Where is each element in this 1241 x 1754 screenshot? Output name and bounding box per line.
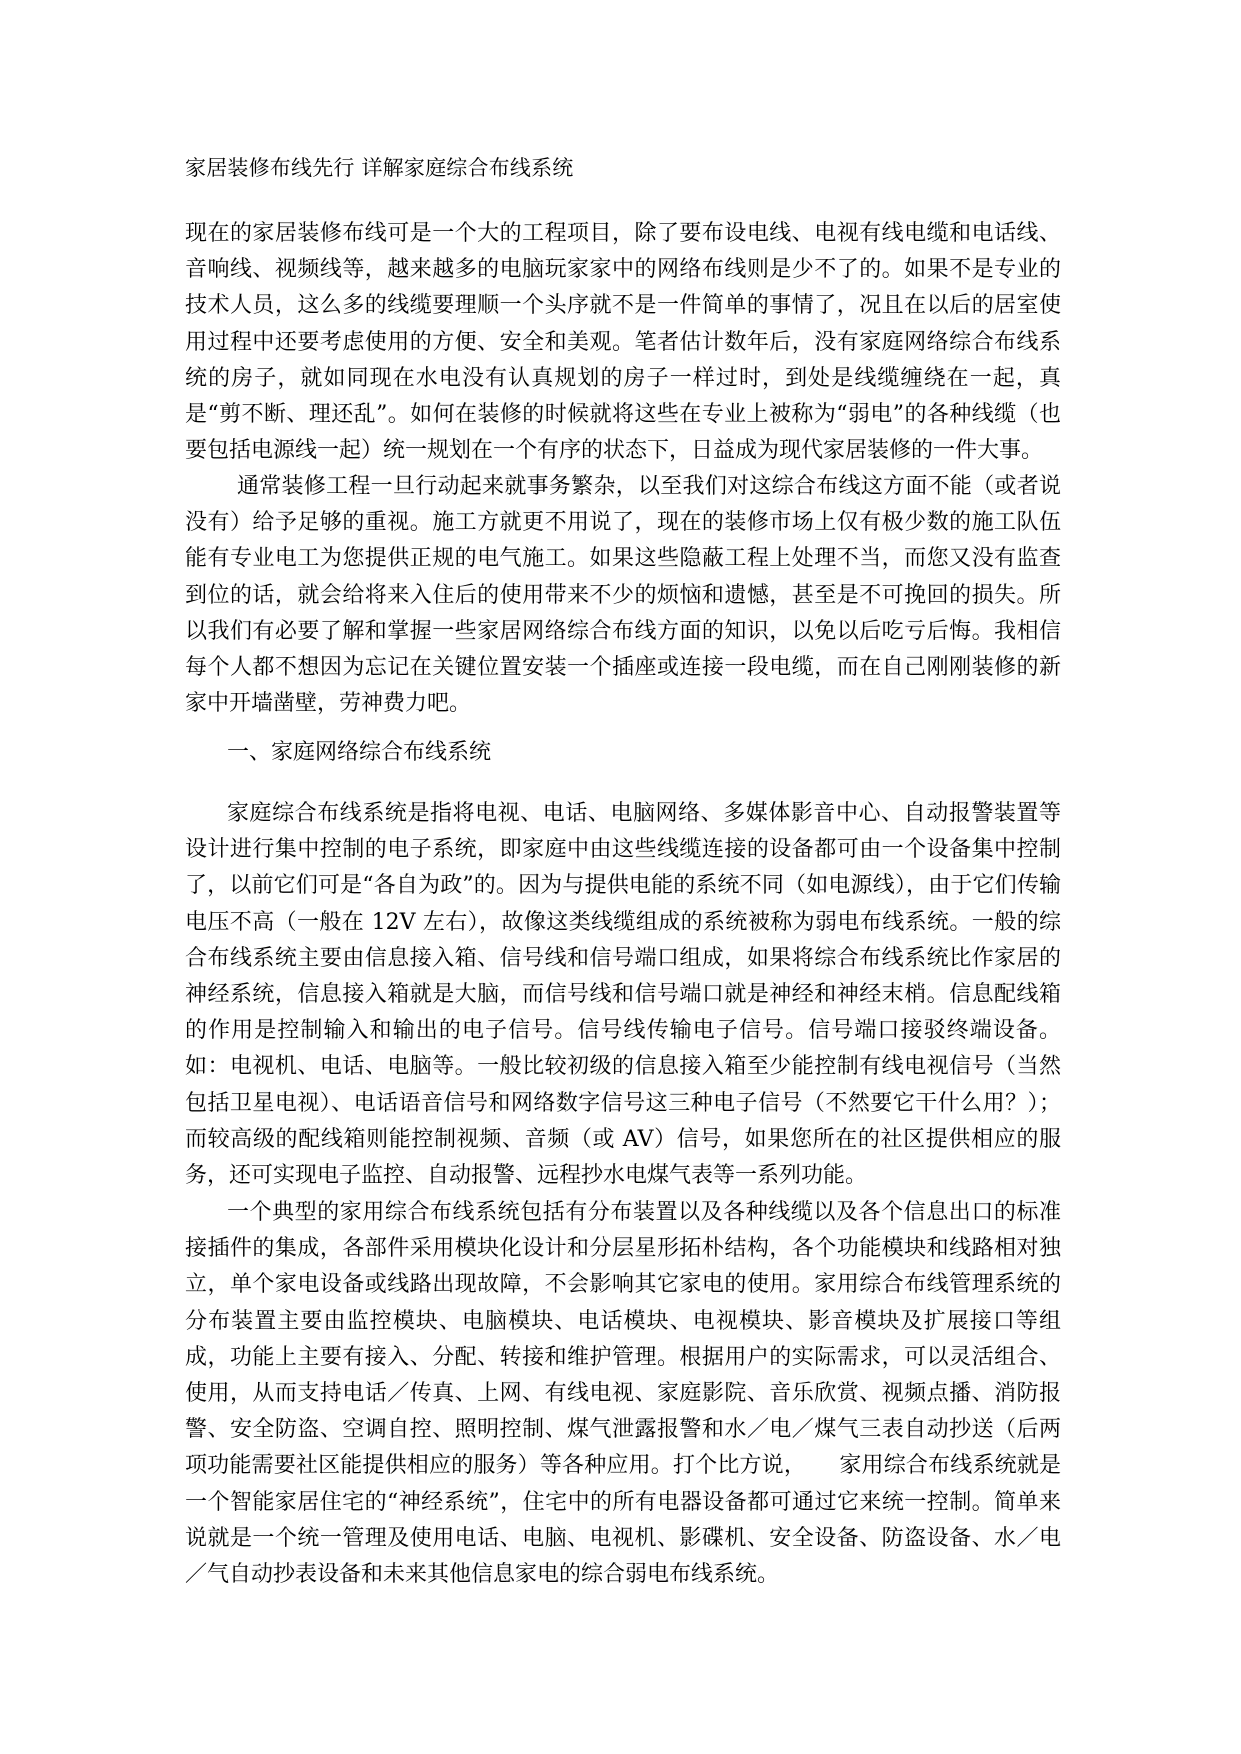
paragraph-definition: 家庭综合布线系统是指将电视、电话、电脑网络、多媒体影音中心、自动报警装置等设计进行集中控制的电子系统，即家庭中由这些线缆连接的设备都可由一个设备集中控制了，以前它们可是“各自为政”的。因为与提供电能的系统不同（如电源线），由于它们传输电压不高（一般在 12V 左右），故像这类线缆组成的系统被称为弱电布线系统。一般的综合布线系统主要由信息接入箱、信号线和信号端口组成，如果将综合布线系统比作家居的神经系统，信息接入箱就是大脑，而信号线和信号端口就是神经和神经末梢。信息配线箱的作用是控制输入和输出的电子信号。信号线传输电子信号。信号端口接驳终端设备。如：电视机、电话、电脑等。一般比较初级的信息接入箱至少能控制有线电视信号（当然包括卫星电视）、电话语音信号和网络数字信号这三种电子信号（不然要它干什么用？）；而较高级的配线箱则能控制视频、音频（或 AV）信号，如果您所在的社区提供相应的服务，还可实现电子监控、自动报警、远程抄水电煤气表等一系列功能。 bbox=[185, 801, 1061, 1189]
section-heading: 一、家庭网络综合布线系统 bbox=[227, 740, 492, 765]
document-title: 家居装修布线先行 详解家庭综合布线系统 bbox=[185, 156, 574, 180]
paragraph-typical-system: 一个典型的家用综合布线系统包括有分布装置以及各种线缆以及各个信息出口的标准接插件的集成，各部件采用模块化设计和分层星形拓朴结构，各个功能模块和线路相对独立，单个家电设备或线路出现故障，不会影响其它家电的使用。家用综合布线管理系统的分布装置主要由监控模块、电脑模块、电话模块、电视模块、影音模块及扩展接口等组成，功能上主要有接入、分配、转接和维护管理。根据用户的实际需求，可以灵活组合、使用，从而支持电话／传真、上网、有线电视、家庭影院、音乐欣赏、视频点播、消防报警、安全防盗、空调自控、照明控制、煤气泄露报警和水／电／煤气三表自动抄送（后两项功能需要社区能提供相应的服务）等各种应用。打个比方说， 家用综合布线系统就是一个智能家居住宅的“神经系统”，住宅中的所有电器设备都可通过它来统一控制。简单来说就是一个统一管理及使用电话、电脑、电视机、影碟机、安全设备、防盗设备、水／电／气自动抄表设备和未来其他信息家电的综合弱电布线系统。 bbox=[185, 1200, 1061, 1588]
paragraph-construction: 通常装修工程一旦行动起来就事务繁杂，以至我们对这综合布线这方面不能（或者说没有）给予足够的重视。施工方就更不用说了，现在的装修市场上仅有极少数的施工队伍能有专业电工为您提供正规的电气施工。如果这些隐蔽工程上处理不当，而您又没有监查到位的话，就会给将来入住后的使用带来不少的烦恼和遗憾，甚至是不可挽回的损失。所以我们有必要了解和掌握一些家居网络综合布线方面的知识，以免以后吃亏后悔。我相信每个人都不想因为忘记在关键位置安装一个插座或连接一段电缆，而在自己刚刚装修的新家中开墙凿壁，劳神费力吧。 bbox=[185, 474, 1061, 717]
paragraph-intro: 现在的家居装修布线可是一个大的工程项目，除了要布设电线、电视有线电缆和电话线、音响线、视频线等，越来越多的电脑玩家家中的网络布线则是少不了的。如果不是专业的技术人员，这么多的线缆要理顺一个头序就不是一件简单的事情了，况且在以后的居室使用过程中还要考虑使用的方便、安全和美观。笔者估计数年后，没有家庭网络综合布线系统的房子，就如同现在水电没有认真规划的房子一样过时，到处是线缆缠绕在一起，真是“剪不断、理还乱”。如何在装修的时候就将这些在专业上被称为“弱电”的各种线缆（也要包括电源线一起）统一规划在一个有序的状态下，日益成为现代家居装修的一件大事。 bbox=[185, 221, 1061, 464]
